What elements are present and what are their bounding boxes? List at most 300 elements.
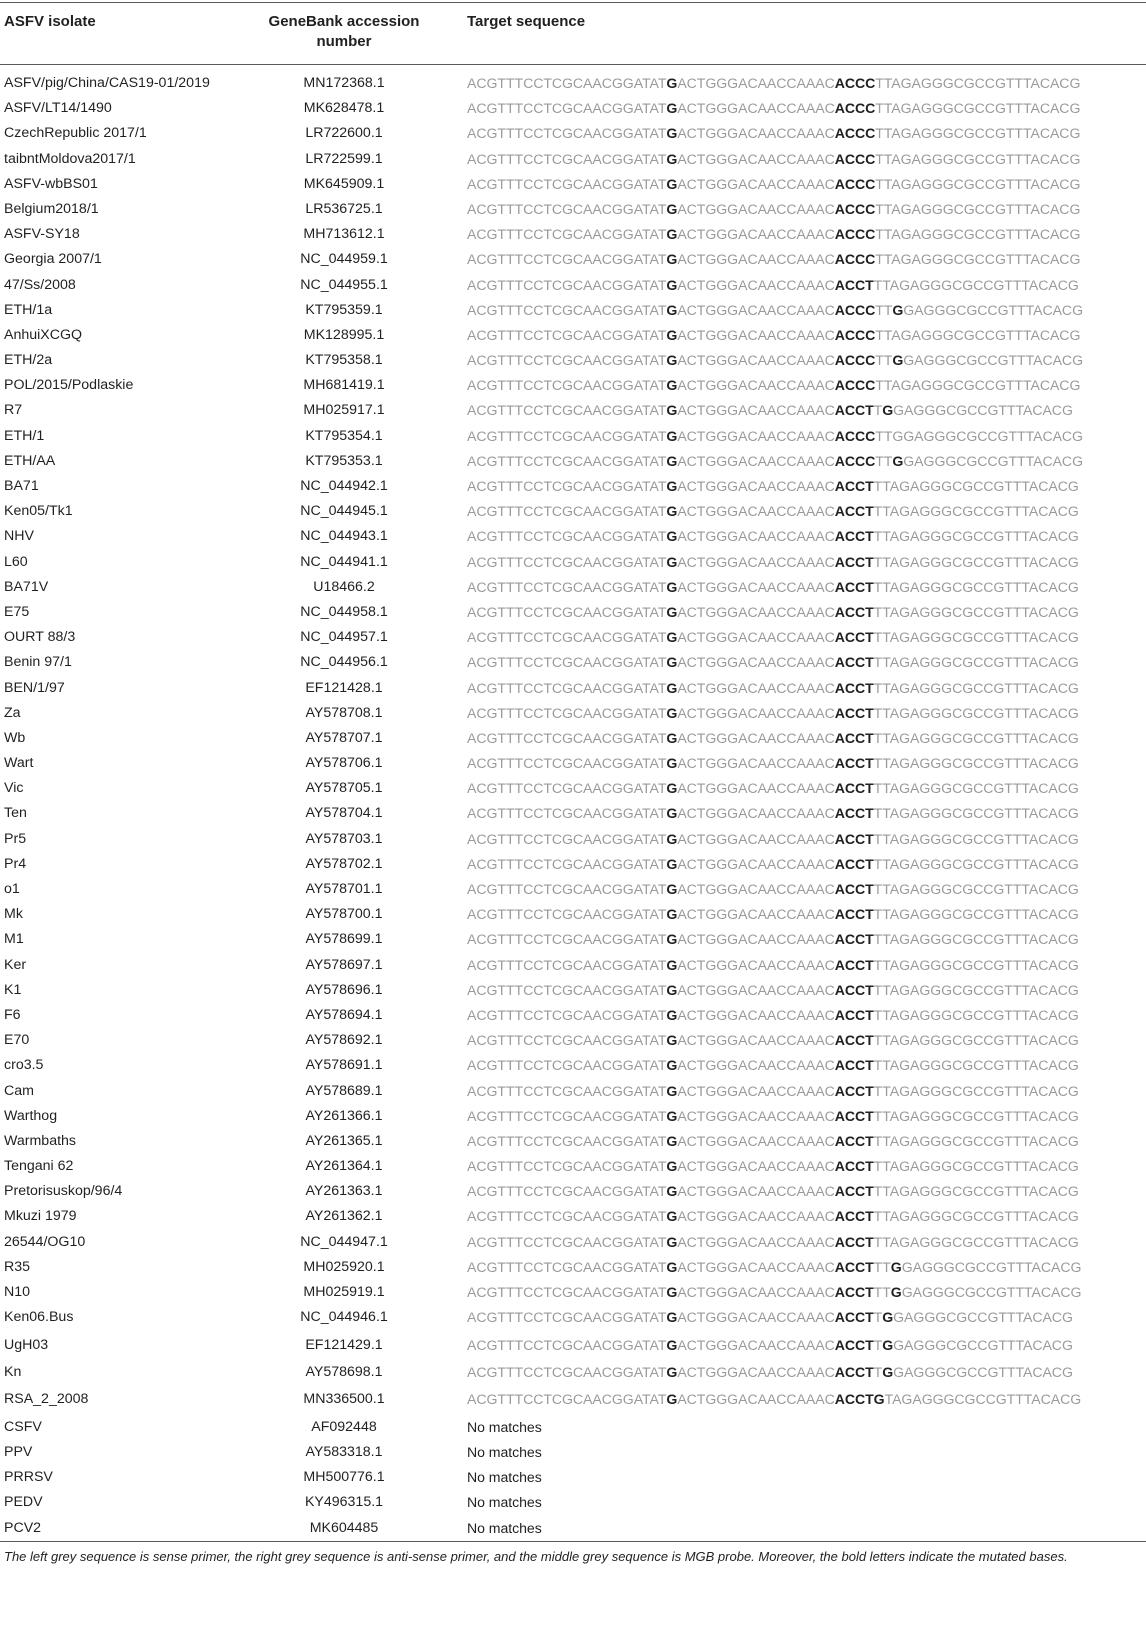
mutated-bases: ACCTG — [834, 1391, 885, 1408]
sequence-fragment: ACGTTTCCTCGCAACGGATAT — [467, 981, 667, 998]
mutated-bases: ACCT — [834, 478, 874, 494]
mutated-bases: ACCT — [834, 578, 874, 595]
header-accession: GeneBank accession number — [268, 13, 420, 50]
accession-cell: AY578701.1 — [305, 881, 383, 897]
target-sequence-cell — [467, 1333, 1073, 1358]
isolate-cell: ASFV/LT14/1490 — [4, 100, 112, 117]
mutated-bases: ACCT — [834, 981, 874, 998]
isolate-cell: Belgium2018/1 — [4, 200, 99, 217]
sequence-fragment: ACTGGGACAACCAAAC — [677, 352, 835, 369]
mutated-bases: ACCC — [834, 251, 876, 268]
target-sequence-cell — [467, 1079, 1079, 1104]
accession-cell: LR722600.1 — [305, 125, 383, 142]
mutated-bases: G — [666, 956, 678, 973]
target-sequence-cell — [467, 524, 1079, 549]
accession-cell: AY578705.1 — [305, 780, 383, 797]
isolate-cell: PCV2 — [4, 1519, 42, 1536]
mutated-bases: G — [666, 503, 678, 520]
sequence-fragment: T — [873, 1309, 883, 1326]
sequence-fragment: TTAGAGGGCGCCGTTTACACG — [873, 578, 1079, 595]
mutated-bases: ACCT — [834, 654, 874, 671]
mutated-bases: G — [666, 326, 678, 343]
sequence-fragment: ACGTTTCCTCGCAACGGATAT — [467, 1057, 667, 1074]
isolate-cell: Ken06.Bus — [4, 1309, 74, 1326]
isolate-cell: CzechRepublic 2017/1 — [4, 125, 147, 142]
isolate-cell: NHV — [4, 528, 34, 545]
table-row — [0, 524, 1146, 549]
target-sequence-cell — [467, 953, 1079, 978]
table-bottom-rule — [0, 1541, 1146, 1542]
mutated-bases: G — [666, 805, 678, 822]
isolate-cell: ETH/1 — [4, 427, 45, 444]
table-row — [0, 247, 1146, 272]
target-sequence-cell — [467, 1028, 1079, 1053]
isolate-cell: Mkuzi 1979 — [4, 1208, 77, 1225]
sequence-fragment: ACGTTTCCTCGCAACGGATAT — [467, 830, 667, 847]
sequence-fragment: ACGTTTCCTCGCAACGGATAT — [467, 528, 667, 545]
table-row — [0, 1440, 1146, 1465]
isolate-cell: ETH/AA — [4, 452, 56, 469]
isolate-cell: Warmbaths — [4, 1132, 77, 1149]
mutated-bases: G — [666, 301, 678, 318]
sequence-fragment: TTAGAGGGCGCCGTTTACACG — [873, 881, 1079, 897]
isolate-cell: K1 — [4, 981, 22, 998]
mutated-bases: ACCC — [834, 200, 876, 217]
mutated-bases: G — [666, 1183, 678, 1200]
no-match-text: No matches — [467, 1494, 542, 1511]
target-sequence-cell — [467, 1179, 1079, 1204]
isolate-cell: Kn — [4, 1363, 22, 1380]
table-row — [0, 953, 1146, 978]
accession-cell: NC_044959.1 — [300, 251, 388, 268]
target-sequence-cell — [467, 575, 1079, 600]
sequence-fragment: ACTGGGACAACCAAAC — [677, 251, 835, 268]
sequence-fragment: TTAGAGGGCGCCGTTTACACG — [875, 226, 1081, 243]
isolate-cell: Ker — [4, 956, 27, 973]
mutated-bases: G — [666, 200, 678, 217]
sequence-fragment: ACGTTTCCTCGCAACGGATAT — [467, 1391, 667, 1408]
sequence-fragment: TTAGAGGGCGCCGTTTACACG — [873, 780, 1079, 797]
sequence-fragment: ACGTTTCCTCGCAACGGATAT — [467, 175, 667, 192]
mutated-bases: ACCC — [834, 175, 876, 192]
table-row — [0, 1255, 1146, 1280]
sequence-fragment: ACTGGGACAACCAAAC — [677, 1208, 835, 1225]
accession-cell: MH025920.1 — [303, 1258, 385, 1275]
mutated-bases: G — [666, 830, 678, 847]
table-row — [0, 550, 1146, 575]
table-row — [0, 172, 1146, 197]
sequence-fragment: ACTGGGACAACCAAAC — [677, 1258, 835, 1275]
accession-cell: AY578703.1 — [305, 830, 383, 847]
sequence-fragment: ACGTTTCCTCGCAACGGATAT — [467, 629, 667, 646]
mutated-bases: G — [666, 276, 678, 293]
mutated-bases: ACCT — [834, 1032, 874, 1049]
sequence-fragment: ACTGGGACAACCAAAC — [677, 478, 835, 494]
sequence-fragment: ACGTTTCCTCGCAACGGATAT — [467, 75, 667, 91]
sequence-fragment: TTAGAGGGCGCCGTTTACACG — [873, 906, 1079, 923]
mutated-bases: G — [666, 1208, 678, 1225]
table-row — [0, 650, 1146, 675]
isolate-cell: PEDV — [4, 1494, 43, 1511]
mutated-bases: ACCT — [834, 528, 874, 545]
mutated-bases: G — [666, 603, 678, 620]
sequence-fragment: TTAGAGGGCGCCGTTTACACG — [875, 125, 1081, 142]
target-sequence-cell — [467, 1490, 542, 1515]
table-row — [0, 801, 1146, 826]
sequence-fragment: ACTGGGACAACCAAAC — [677, 755, 835, 772]
table-row — [0, 726, 1146, 751]
table-row — [0, 1003, 1146, 1028]
sequence-fragment: ACGTTTCCTCGCAACGGATAT — [467, 578, 667, 595]
sequence-fragment: ACTGGGACAACCAAAC — [677, 1057, 835, 1074]
mutated-bases: G — [666, 679, 678, 696]
sequence-fragment: ACGTTTCCTCGCAACGGATAT — [467, 755, 667, 772]
sequence-fragment: ACTGGGACAACCAAAC — [677, 226, 835, 243]
mutated-bases: ACCC — [834, 226, 876, 243]
sequence-fragment: ACTGGGACAACCAAAC — [677, 1363, 835, 1380]
table-row — [0, 1465, 1146, 1490]
mutated-bases: ACCT — [834, 1309, 874, 1326]
target-sequence-cell — [467, 927, 1079, 952]
mutated-bases: G — [666, 1391, 678, 1408]
sequence-fragment: TT — [875, 301, 893, 318]
accession-cell: AY261364.1 — [305, 1158, 383, 1175]
isolate-cell: Ten — [4, 805, 27, 822]
sequence-fragment: ACGTTTCCTCGCAACGGATAT — [467, 226, 667, 243]
target-sequence-cell — [467, 1360, 1073, 1385]
accession-cell: MN172368.1 — [303, 75, 385, 91]
accession-cell: AY261366.1 — [305, 1107, 383, 1124]
mutated-bases: ACCT — [834, 1208, 874, 1225]
table-row — [0, 1104, 1146, 1129]
accession-cell: NC_044957.1 — [300, 629, 388, 646]
header-target-sequence: Target sequence — [467, 13, 586, 30]
sequence-fragment: ACTGGGACAACCAAAC — [677, 553, 835, 570]
isolate-cell: R7 — [4, 402, 23, 419]
table-row — [0, 776, 1146, 801]
table-row — [0, 1490, 1146, 1515]
table-row — [0, 71, 1146, 96]
table-row — [0, 323, 1146, 348]
target-sequence-cell — [467, 978, 1079, 1003]
sequence-fragment: TTAGAGGGCGCCGTTTACACG — [873, 1183, 1079, 1200]
sequence-fragment: ACTGGGACAACCAAAC — [677, 1006, 835, 1023]
isolate-cell: L60 — [4, 553, 28, 570]
isolate-cell: cro3.5 — [4, 1057, 44, 1074]
mutated-bases: G — [666, 352, 678, 369]
sequence-fragment: T — [873, 402, 883, 419]
target-sequence-cell — [467, 1415, 542, 1440]
target-sequence-cell — [467, 1465, 542, 1490]
accession-cell: MH681419.1 — [303, 377, 385, 394]
sequence-fragment: T — [873, 1336, 883, 1353]
isolate-cell: 26544/OG10 — [4, 1233, 86, 1250]
mutated-bases: G — [666, 251, 678, 268]
mutated-bases: ACCT — [834, 1233, 874, 1250]
isolate-cell: Cam — [4, 1082, 34, 1099]
target-sequence-cell — [467, 751, 1079, 776]
mutated-bases: ACCT — [834, 503, 874, 520]
mutated-bases: G — [666, 931, 678, 948]
mutated-bases: ACCT — [834, 1006, 874, 1023]
sequence-fragment: ACGTTTCCTCGCAACGGATAT — [467, 1032, 667, 1049]
accession-cell: AY578706.1 — [305, 755, 383, 772]
isolate-cell: RSA_2_2008 — [4, 1391, 89, 1408]
mutated-bases: ACCT — [834, 1183, 874, 1200]
mutated-bases: ACCT — [834, 1336, 874, 1353]
sequence-fragment: TTAGAGGGCGCCGTTTACACG — [873, 729, 1079, 746]
target-sequence-cell — [467, 1255, 1081, 1280]
mutated-bases: G — [666, 578, 678, 595]
sequence-fragment: ACGTTTCCTCGCAACGGATAT — [467, 1107, 667, 1124]
sequence-fragment: ACTGGGACAACCAAAC — [677, 1132, 835, 1149]
sequence-fragment: ACTGGGACAACCAAAC — [677, 452, 835, 469]
target-sequence-cell — [467, 348, 1083, 373]
mutated-bases: ACCT — [834, 402, 874, 419]
isolate-cell: ETH/2a — [4, 352, 53, 369]
accession-cell: AY578698.1 — [305, 1363, 383, 1380]
sequence-fragment: GAGGGCGCCGTTTACACG — [893, 1363, 1073, 1380]
accession-cell: AY261363.1 — [305, 1183, 383, 1200]
sequence-fragment: ACTGGGACAACCAAAC — [677, 377, 835, 394]
sequence-fragment: TTAGAGGGCGCCGTTTACACG — [873, 1032, 1079, 1049]
sequence-fragment: TTAGAGGGCGCCGTTTACACG — [875, 200, 1081, 217]
mutated-bases: ACCT — [834, 931, 874, 948]
accession-cell: AY578696.1 — [305, 981, 383, 998]
table-row — [0, 121, 1146, 146]
target-sequence-cell — [467, 827, 1079, 852]
target-sequence-cell — [467, 247, 1080, 272]
accession-cell: AY578691.1 — [305, 1057, 383, 1074]
isolate-cell: ASFV-wbBS01 — [4, 175, 98, 192]
mutated-bases: ACCC — [834, 75, 876, 91]
sequence-fragment: ACTGGGACAACCAAAC — [677, 578, 835, 595]
accession-cell: KT795359.1 — [305, 301, 383, 318]
target-sequence-cell — [467, 726, 1079, 751]
sequence-fragment: TTAGAGGGCGCCGTTTACACG — [875, 75, 1081, 91]
target-sequence-cell — [467, 424, 1083, 449]
sequence-fragment: ACGTTTCCTCGCAACGGATAT — [467, 881, 667, 897]
mutated-bases: ACCT — [834, 1158, 874, 1175]
accession-cell: MH025917.1 — [303, 402, 385, 419]
sequence-fragment: ACGTTTCCTCGCAACGGATAT — [467, 704, 667, 721]
sequence-fragment: GAGGGCGCCGTTTACACG — [893, 1309, 1073, 1326]
target-sequence-cell — [467, 1440, 542, 1465]
sequence-fragment: TTAGAGGGCGCCGTTTACACG — [873, 603, 1079, 620]
target-sequence-cell — [467, 625, 1079, 650]
table-row — [0, 499, 1146, 524]
mutated-bases: G — [892, 452, 904, 469]
sequence-fragment: ACGTTTCCTCGCAACGGATAT — [467, 1233, 667, 1250]
sequence-fragment: ACGTTTCCTCGCAACGGATAT — [467, 478, 667, 494]
sequence-fragment: ACTGGGACAACCAAAC — [677, 1158, 835, 1175]
mutated-bases: ACCT — [834, 1258, 874, 1275]
mutated-bases: G — [666, 1363, 678, 1380]
sequence-fragment: ACGTTTCCTCGCAACGGATAT — [467, 352, 667, 369]
sequence-fragment: TTAGAGGGCGCCGTTTACACG — [873, 629, 1079, 646]
accession-cell: AY578704.1 — [305, 805, 383, 822]
isolate-cell: BA71 — [4, 478, 39, 494]
sequence-fragment: ACGTTTCCTCGCAACGGATAT — [467, 402, 667, 419]
sequence-fragment: TTAGAGGGCGCCGTTTACACG — [875, 377, 1081, 394]
sequence-fragment: TTAGAGGGCGCCGTTTACACG — [873, 1006, 1079, 1023]
sequence-fragment: ACTGGGACAACCAAAC — [677, 780, 835, 797]
table-row — [0, 575, 1146, 600]
mutated-bases: ACCC — [834, 377, 876, 394]
accession-cell: MN336500.1 — [303, 1391, 385, 1408]
mutated-bases: G — [892, 301, 904, 318]
table-row — [0, 449, 1146, 474]
sequence-fragment: ACGTTTCCTCGCAACGGATAT — [467, 679, 667, 696]
sequence-fragment: ACTGGGACAACCAAAC — [677, 1082, 835, 1099]
sequence-fragment: TTAGAGGGCGCCGTTTACACG — [873, 654, 1079, 671]
target-sequence-cell — [467, 474, 1079, 499]
target-sequence-cell — [467, 1129, 1079, 1154]
sequence-fragment: ACTGGGACAACCAAAC — [677, 855, 835, 872]
mutated-bases: G — [666, 1132, 678, 1149]
isolate-cell: M1 — [4, 931, 24, 948]
sequence-fragment: GAGGGCGCCGTTTACACG — [903, 352, 1083, 369]
table-row — [0, 222, 1146, 247]
isolate-cell: PRRSV — [4, 1469, 53, 1486]
sequence-fragment: TTAGAGGGCGCCGTTTACACG — [873, 528, 1079, 545]
mutated-bases: ACCC — [834, 352, 876, 369]
mutated-bases: G — [666, 1057, 678, 1074]
sequence-fragment: TTAGAGGGCGCCGTTTACACG — [873, 1158, 1079, 1175]
table-row — [0, 96, 1146, 121]
accession-cell: AY583318.1 — [305, 1443, 383, 1460]
accession-cell: AY578689.1 — [305, 1082, 383, 1099]
target-sequence-cell — [467, 323, 1080, 348]
mutated-bases: G — [666, 528, 678, 545]
accession-cell: EF121429.1 — [305, 1336, 383, 1353]
isolate-cell: Pretorisuskop/96/4 — [4, 1183, 123, 1200]
table-row — [0, 1415, 1146, 1440]
target-sequence-cell — [467, 298, 1083, 323]
isolate-cell: Georgia 2007/1 — [4, 251, 102, 268]
sequence-fragment: TT — [875, 352, 893, 369]
sequence-fragment: ACGTTTCCTCGCAACGGATAT — [467, 1183, 667, 1200]
target-sequence-cell — [467, 1053, 1079, 1078]
sequence-fragment: TTAGAGGGCGCCGTTTACACG — [873, 1107, 1079, 1124]
mutated-bases: ACCT — [834, 755, 874, 772]
sequence-fragment: ACGTTTCCTCGCAACGGATAT — [467, 125, 667, 142]
sequence-fragment: ACTGGGACAACCAAAC — [677, 956, 835, 973]
sequence-fragment: TTAGAGGGCGCCGTTTACACG — [875, 251, 1081, 268]
sequence-fragment: ACTGGGACAACCAAAC — [677, 729, 835, 746]
table-footnote: The left grey sequence is sense primer, the right grey sequence is anti-sense primer, and the middle grey sequence is MGB probe. Moreover, the bold letters indicate the mutated bases. — [4, 1549, 1068, 1564]
target-sequence-cell — [467, 222, 1080, 247]
mutated-bases: G — [666, 1006, 678, 1023]
table-row — [0, 902, 1146, 927]
mutated-bases: ACCT — [834, 906, 874, 923]
sequence-fragment: TTAGAGGGCGCCGTTTACACG — [873, 1082, 1079, 1099]
accession-cell: KY496315.1 — [304, 1494, 384, 1511]
target-sequence-cell — [467, 1003, 1079, 1028]
table-row — [0, 852, 1146, 877]
table-row — [0, 373, 1146, 398]
sequence-fragment: ACGTTTCCTCGCAACGGATAT — [467, 150, 667, 167]
mutated-bases: ACCT — [834, 855, 874, 872]
accession-cell: NC_044943.1 — [300, 528, 388, 545]
sequence-fragment: TT — [873, 1258, 891, 1275]
sequence-fragment: ACGTTTCCTCGCAACGGATAT — [467, 855, 667, 872]
isolate-cell: UgH03 — [4, 1336, 49, 1353]
sequence-fragment: ACTGGGACAACCAAAC — [677, 1183, 835, 1200]
isolate-cell: Warthog — [4, 1107, 58, 1124]
accession-cell: NC_044955.1 — [300, 276, 388, 293]
sequence-fragment: TTAGAGGGCGCCGTTTACACG — [873, 1132, 1079, 1149]
target-sequence-cell — [467, 902, 1079, 927]
mutated-bases: ACCT — [834, 1082, 874, 1099]
mutated-bases: G — [666, 1258, 678, 1275]
accession-cell: AY578708.1 — [305, 704, 383, 721]
table-row — [0, 1179, 1146, 1204]
sequence-fragment: ACTGGGACAACCAAAC — [677, 276, 835, 293]
sequence-fragment: ACGTTTCCTCGCAACGGATAT — [467, 553, 667, 570]
mutated-bases: ACCC — [834, 301, 876, 318]
target-sequence-cell — [467, 776, 1079, 801]
table-row — [0, 398, 1146, 423]
isolate-cell: Pr5 — [4, 830, 27, 847]
sequence-fragment: ACGTTTCCTCGCAACGGATAT — [467, 956, 667, 973]
table-row — [0, 348, 1146, 373]
isolate-cell: OURT 88/3 — [4, 629, 76, 646]
mutated-bases: ACCT — [834, 553, 874, 570]
mutated-bases: G — [890, 1258, 902, 1275]
mutated-bases: G — [666, 1107, 678, 1124]
sequence-fragment: TTAGAGGGCGCCGTTTACACG — [873, 805, 1079, 822]
table-row — [0, 1129, 1146, 1154]
target-sequence-cell — [467, 701, 1079, 726]
mutated-bases: G — [666, 780, 678, 797]
mutated-bases: G — [666, 981, 678, 998]
mutated-bases: ACCT — [834, 956, 874, 973]
sequence-fragment: ACGTTTCCTCGCAACGGATAT — [467, 780, 667, 797]
isolate-cell: ASFV/pig/China/CAS19-01/2019 — [4, 75, 210, 91]
table-row — [0, 1028, 1146, 1053]
accession-cell: NC_044958.1 — [300, 603, 388, 620]
sequence-fragment: TTAGAGGGCGCCGTTTACACG — [873, 931, 1079, 948]
mutated-bases: G — [666, 755, 678, 772]
sequence-fragment: ACGTTTCCTCGCAACGGATAT — [467, 603, 667, 620]
table-row — [0, 751, 1146, 776]
mutated-bases: ACCT — [834, 679, 874, 696]
target-sequence-cell — [467, 676, 1079, 701]
mutated-bases: ACCC — [834, 125, 876, 142]
table-row — [0, 877, 1146, 902]
sequence-fragment: ACGTTTCCTCGCAACGGATAT — [467, 100, 667, 117]
sequence-fragment: ACGTTTCCTCGCAACGGATAT — [467, 1363, 667, 1380]
target-sequence-cell — [467, 550, 1079, 575]
sequence-fragment: ACGTTTCCTCGCAACGGATAT — [467, 931, 667, 948]
isolate-cell: 47/Ss/2008 — [4, 276, 76, 293]
accession-cell: AY578700.1 — [305, 906, 383, 923]
sequence-fragment: ACTGGGACAACCAAAC — [677, 629, 835, 646]
mutated-bases: G — [666, 881, 678, 897]
sequence-fragment: ACTGGGACAACCAAAC — [677, 1284, 835, 1300]
mutated-bases: G — [666, 704, 678, 721]
target-sequence-cell — [467, 1387, 1081, 1412]
mutated-bases: ACCT — [834, 1363, 874, 1380]
sequence-fragment: ACTGGGACAACCAAAC — [677, 603, 835, 620]
no-match-text: No matches — [467, 1469, 542, 1486]
table-row — [0, 1516, 1146, 1541]
isolate-cell: o1 — [4, 881, 20, 897]
table-row — [0, 1230, 1146, 1255]
isolate-cell: AnhuiXCGQ — [4, 326, 83, 343]
mutated-bases: ACCT — [834, 629, 874, 646]
